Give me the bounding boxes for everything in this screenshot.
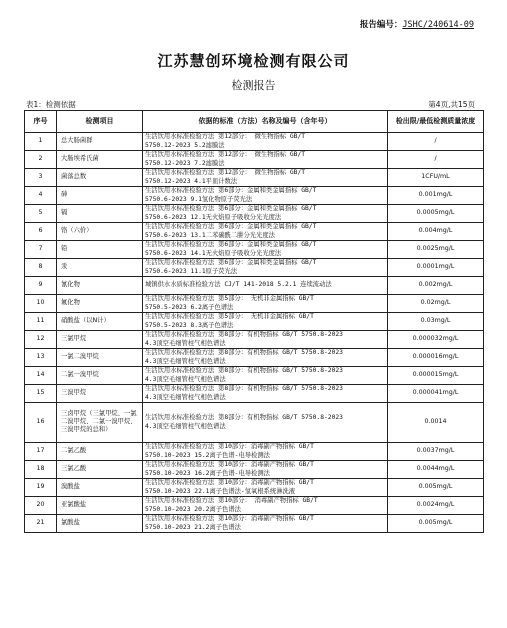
row-item: 亚氯酸盐 [57,497,143,515]
row-item: 汞 [57,259,143,277]
row-item: 镉 [57,205,143,223]
row-limit: 0.000016mg/L [388,349,484,367]
row-number: 3 [25,169,57,187]
row-limit: 0.001mg/L [388,187,484,205]
report-number [360,18,474,30]
row-item: 菌落总数 [57,169,143,187]
row-item: 铅 [57,241,143,259]
row-number: 11 [25,313,57,331]
row-method: 生活饮用水标准检验方法 第12部分： 微生物指标 GB/T 5750.12-2023 5.2滤膜法 [143,133,388,151]
table-row [25,461,484,479]
header-limit: 检出限/最低检测质量浓度 [388,111,484,133]
table-row [25,187,484,205]
table-row [25,349,484,367]
row-method: 生活饮用水标准检验方法 第8部分：有机物指标 GB/T 5750.8-2023 4.3顶空毛细管柱气相色谱法 [143,349,388,367]
row-method: 生活饮用水标准检验方法 第10部分：消毒副产物指标 GB/T 5750.10-2023 16.2离子色谱-电导检测法 [143,461,388,479]
row-limit: 0.0025mg/L [388,241,484,259]
row-method: 生活饮用水标准检验方法 第6部分：金属和类金属指标 GB/T 5750.6-2023 12.1无火焰原子吸收分光光度法 [143,205,388,223]
row-limit: / [388,151,484,169]
table-row [25,223,484,241]
row-item: 氯酸盐 [57,515,143,533]
header-method: 依据的标准（方法）名称及编号（含年号） [143,111,388,133]
detection-basis-table [24,110,484,533]
table-row [25,151,484,169]
table-header-row [25,111,484,133]
row-limit: 0.0001mg/L [388,259,484,277]
row-item: 总大肠菌群 [57,133,143,151]
row-method: 生活饮用水标准检验方法 第6部分：金属和类金属指标 GB/T 5750.6-2023 13.1二苯碳酰二肼分光光度法 [143,223,388,241]
row-method: 生活饮用水标准检验方法 第12部分： 微生物指标 GB/T 5750.12-2023 7.2滤膜法 [143,151,388,169]
company-name: 江苏慧创环境检测有限公司 [157,52,350,70]
row-limit: 0.000041mg/L [388,385,484,403]
row-method: 生活饮用水标准检验方法 第8部分：有机物指标 GB/T 5750.8-2023 4.3顶空毛细管柱气相色谱法 [143,403,388,443]
row-method: 生活饮用水标准检验方法 第8部分：有机物指标 GB/T 5750.8-2023 4.3顶空毛细管柱气相色谱法 [143,367,388,385]
row-limit: 0.005mg/L [388,479,484,497]
row-method: 生活饮用水标准检验方法 第5部分： 无机非金属指标 GB/T 5750.5-2023 6.2离子色谱法 [143,295,388,313]
row-method: 生活饮用水标准检验方法 第5部分： 无机非金属指标 GB/T 5750.5-2023 8.3离子色谱法 [143,313,388,331]
table-body [25,133,484,533]
table-row [25,385,484,403]
row-method: 生活饮用水标准检验方法 第10部分：消毒副产物指标 GB/T 5750.10-2023 22.1离子色谱法-氢氧根系统淋洗液 [143,479,388,497]
table-row [25,331,484,349]
row-limit: 0.0044mg/L [388,461,484,479]
header-no: 序号 [25,111,57,133]
row-number: 20 [25,497,57,515]
row-item: 氟化物 [57,295,143,313]
row-method: 生活饮用水标准检验方法 第10部分：消毒副产物指标 GB/T 5750.10-2023 21.2离子色谱法 [143,515,388,533]
table-row [25,479,484,497]
row-item: 铬（六价） [57,223,143,241]
row-number: 19 [25,479,57,497]
row-method: 城镇供水水质标准检验方法 CJ/T 141-2018 5.2.1 连续流动法 [143,277,388,295]
row-item: 一氯二溴甲烷 [57,349,143,367]
row-limit: 0.0037mg/L [388,443,484,461]
row-number: 5 [25,205,57,223]
row-limit: / [388,133,484,151]
row-item: 三氯甲烷 [57,331,143,349]
row-number: 16 [25,403,57,443]
row-limit: 0.02mg/L [388,295,484,313]
report-number-label: 报告编号： [359,20,403,30]
row-item: 砷 [57,187,143,205]
page-info: 第4页,共15页 [428,100,475,109]
row-item: 大肠埃希氏菌 [57,151,143,169]
table-row [25,515,484,533]
row-limit: 0.004mg/L [388,223,484,241]
row-limit: 0.0024mg/L [388,497,484,515]
row-number: 6 [25,223,57,241]
row-number: 9 [25,277,57,295]
table-row [25,313,484,331]
row-item: 硝酸盐（以N计） [57,313,143,331]
table-row [25,403,484,443]
header-item: 检测项目 [57,111,143,133]
row-item: 氰化物 [57,277,143,295]
row-number: 14 [25,367,57,385]
row-limit: 0.005mg/L [388,515,484,533]
row-number: 4 [25,187,57,205]
row-number: 12 [25,331,57,349]
row-limit: 0.000032mg/L [388,331,484,349]
row-number: 13 [25,349,57,367]
row-limit: 0.002mg/L [388,277,484,295]
row-number: 10 [25,295,57,313]
row-method: 生活饮用水标准检验方法 第10部分： 消毒副产物指标 GB/T 5750.10-2023 20.2离子色谱法 [143,497,388,515]
row-item: 二氯一溴甲烷 [57,367,143,385]
table-row [25,133,484,151]
row-item: 溴酸盐 [57,479,143,497]
row-number: 17 [25,443,57,461]
row-method: 生活饮用水标准检验方法 第8部分：有机物指标 GB/T 5750.8-2023 4.3顶空毛细管柱气相色谱法 [143,385,388,403]
row-limit: 1CFU/mL [388,169,484,187]
report-subtitle: 检测报告 [231,79,276,92]
row-limit: 0.0005mg/L [388,205,484,223]
row-method: 生活饮用水标准检验方法 第12部分： 微生物指标 GB/T 5750.12-2023 4.1平皿计数法 [143,169,388,187]
table-row [25,295,484,313]
row-method: 生活饮用水标准检验方法 第6部分：金属和类金属指标 GB/T 5750.6-2023 9.1氢化物原子荧光法 [143,187,388,205]
table-row [25,205,484,223]
row-number: 1 [25,133,57,151]
table-row [25,169,484,187]
table-title: 表1：检测依据 [26,100,76,109]
row-item: 三溴甲烷 [57,385,143,403]
table-row [25,241,484,259]
table-row [25,259,484,277]
row-number: 7 [25,241,57,259]
table-row [25,367,484,385]
row-limit: 0.000015mg/L [388,367,484,385]
row-method: 生活饮用水标准检验方法 第10部分：消毒副产物指标 GB/T 5750.10-2023 15.2离子色谱-电导检测法 [143,443,388,461]
table-row [25,277,484,295]
row-method: 生活饮用水标准检验方法 第6部分：金属和类金属指标 GB/T 5750.6-2023 11.1原子荧光法 [143,259,388,277]
report-number-value: JSHC/240614-09 [402,20,474,30]
row-number: 18 [25,461,57,479]
table-row [25,443,484,461]
row-method: 生活饮用水标准检验方法 第6部分：金属和类金属指标 GB/T 5750.6-2023 14.1无火焰原子吸收分光光度法 [143,241,388,259]
row-limit: 0.03mg/L [388,313,484,331]
row-limit: 0.0014 [388,403,484,443]
row-number: 21 [25,515,57,533]
row-item: 二氯乙酸 [57,443,143,461]
table-row [25,497,484,515]
row-method: 生活饮用水标准检验方法 第8部分：有机物指标 GB/T 5750.8-2023 4.3顶空毛细管柱气相色谱法 [143,331,388,349]
row-number: 2 [25,151,57,169]
row-item: 三卤甲烷（三氯甲烷、一氯二溴甲烷、二氯一溴甲烷、三溴甲烷的总和） [57,403,143,443]
row-number: 8 [25,259,57,277]
row-number: 15 [25,385,57,403]
row-item: 三氯乙酸 [57,461,143,479]
